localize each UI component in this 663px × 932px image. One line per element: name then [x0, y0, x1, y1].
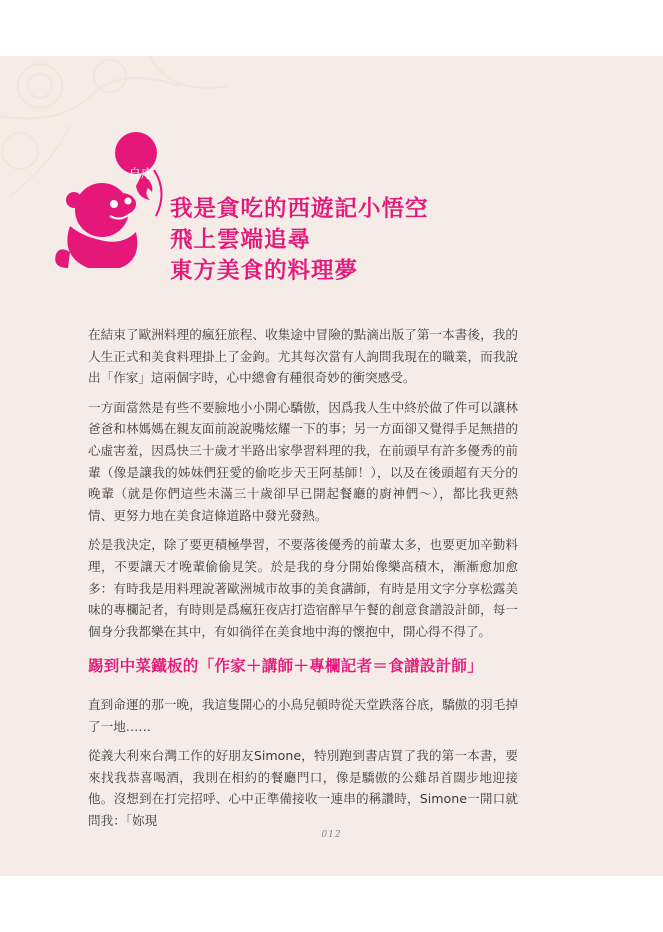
book-page — [0, 56, 663, 876]
title-line: 東方美食的料理夢 — [170, 258, 359, 284]
paragraph: 直到命運的那一晚，我這隻開心的小鳥兒頓時從天堂跌落谷底，驕傲的羽毛掉了一地…… — [88, 696, 518, 734]
paragraph: 一方面當然是有些不要臉地小小開心驕傲，因爲我人生中終於做了件可以讓林爸爸和林媽媽在親友面前說說嘴炫耀一下的事；另一方面卻又覺得手足無措的心虛害羞，因爲快三十歲才半路出家學習料理的我，在前頭早有許多優秀的前輩（像是讓我的姊妹們狂愛的偷吃步天王阿基師！），以及在後頭超有天分的晚輩（就是你們這些未滿三十歲卻早已開起餐廳的廚神們～），都比我更熱情、更努力地在美食這條道路中發光發熱。 — [88, 399, 518, 523]
monkey-icon — [50, 108, 165, 273]
title-line: 飛上雲端追尋 — [170, 227, 312, 253]
title-line: 我是貪吃的西遊記小悟空 — [170, 196, 429, 222]
section-heading: 踢到中菜鐵板的「作家＋講師＋專欄記者＝食譜設計師」 — [88, 657, 484, 676]
body-text — [88, 324, 518, 839]
page-number: 012 — [321, 830, 342, 840]
paragraph: 在結束了歐洲料理的瘋狂旅程、收集途中冒險的點滴出版了第一本書後，我的人生正式和美食料理掛上了金鉤。尤其每次當有人詢問我現在的職業，而我說出「作家」這兩個字時，心中總會有種很奇妙的衝突感受。 — [88, 327, 518, 386]
preface-tag: 自序 — [128, 166, 154, 181]
chapter-title — [170, 194, 429, 287]
paragraph: 從義大利來台灣工作的好朋友Simone，特別跑到書店買了我的第一本書，要來找我恭喜喝酒，我則在相約的餐廳門口，像是驕傲的公雞昂首闊步地迎接他。沒想到在打完招呼、心中正準備接收一連串的稱讚時，Simone一開口就問我：「妳現 — [88, 748, 518, 828]
paragraph: 於是我決定，除了要更積極學習，不要落後優秀的前輩太多，也要更加辛勤料理，不要讓天才晚輩偷偷見笑。於是我的身分開始像樂高積木，漸漸愈加愈多：有時我是用料理說著歐洲城市故事的美食講師，有時是用文字分享松露美味的專欄記者，有時則是爲瘋狂夜店打造宿醉早午餐的創意食譜設計師，每一個身分我都樂在其中，有如徜徉在美食地中海的懷抱中，開心得不得了。 — [88, 537, 518, 639]
